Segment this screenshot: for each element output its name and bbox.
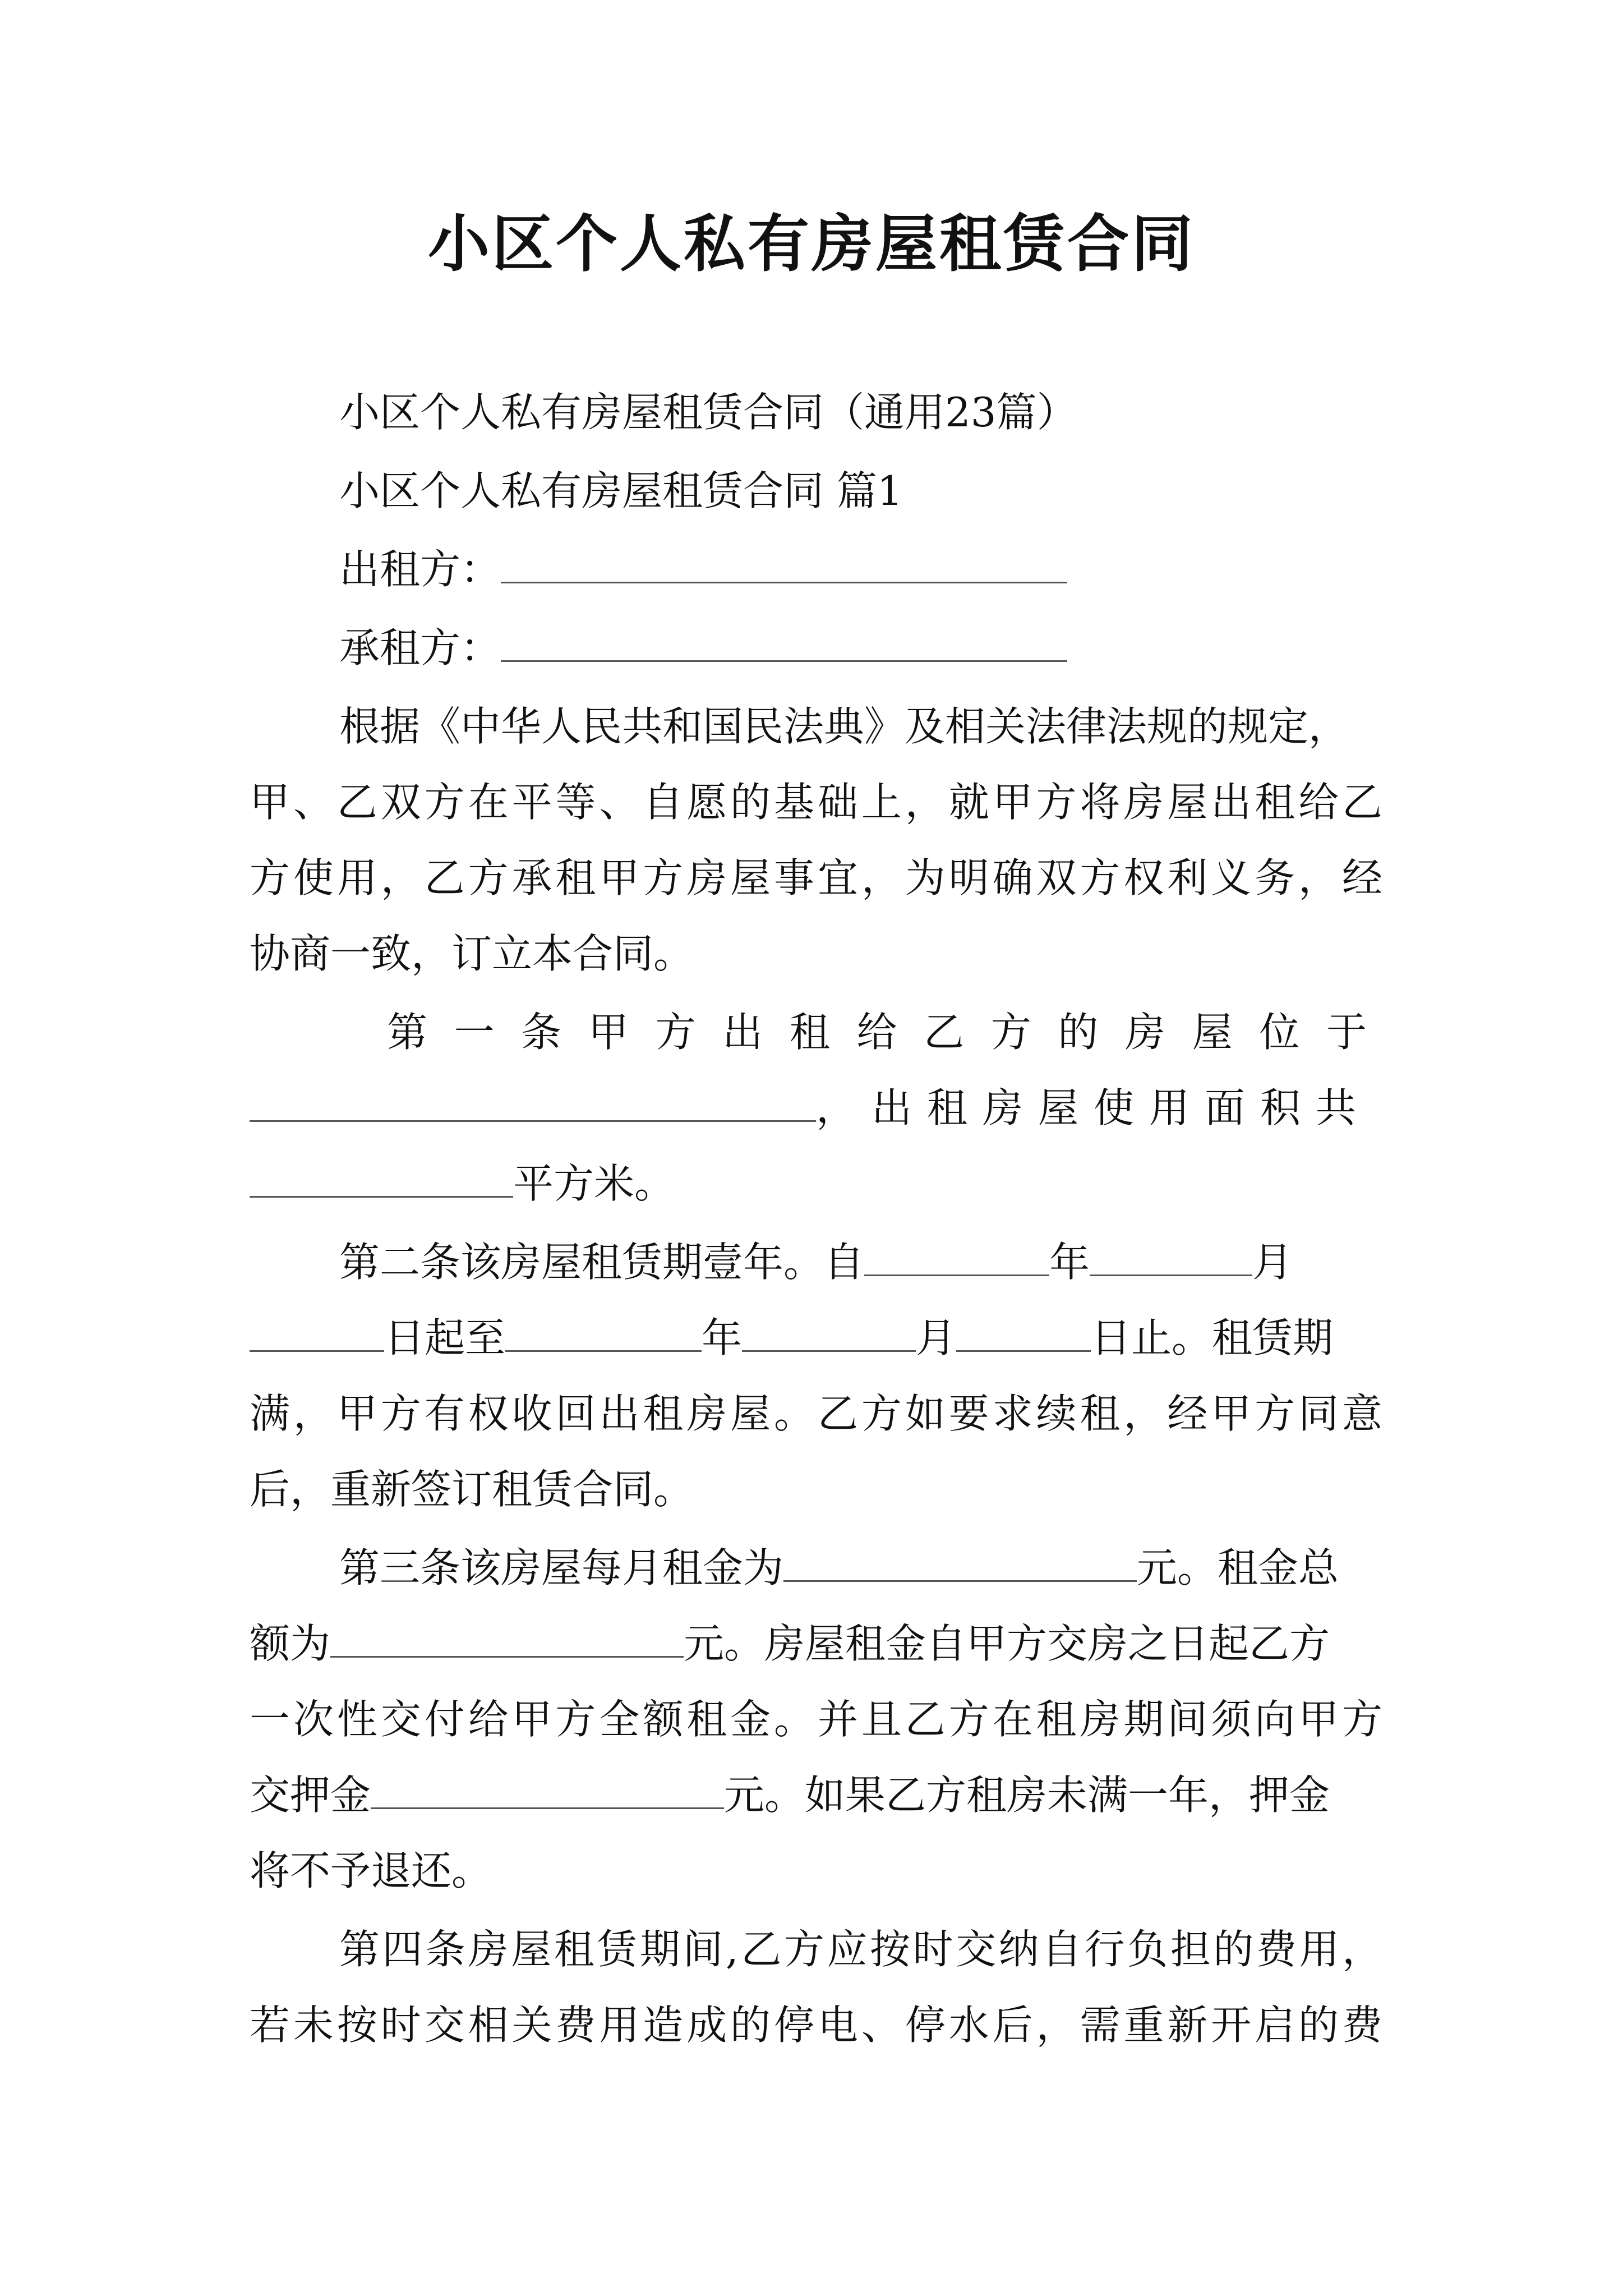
article-3-text: 元。如果乙方租房未满一年，押金 — [724, 1772, 1330, 1819]
lessee-blank[interactable] — [501, 621, 1067, 662]
monthly-rent-blank[interactable] — [783, 1541, 1137, 1582]
lessor-line — [339, 539, 1472, 600]
article-1-line: 第一条甲方出租给乙方的房屋位于 — [387, 1009, 1382, 1056]
total-rent-blank[interactable] — [330, 1617, 684, 1658]
month-label: 月 — [916, 1314, 957, 1361]
address-blank[interactable] — [250, 1081, 816, 1122]
article-2-line — [250, 1307, 1382, 1369]
paragraph-line: 方使用，乙方承租甲方房屋事宜，为明确双方权利义务，经 — [250, 854, 1382, 901]
article-1-line — [250, 1153, 1382, 1214]
article-3-line — [250, 1764, 1382, 1826]
article-2-line: 后，重新签订租赁合同。 — [250, 1466, 694, 1513]
paragraph-line: 根据《中华人民共和国民法典》及相关法律法规的规定， — [339, 703, 1349, 750]
start-month-blank[interactable] — [1090, 1235, 1252, 1276]
article-2-text: 日止。租赁期 — [1091, 1314, 1334, 1361]
article-2-line — [339, 1231, 1472, 1293]
end-month-blank[interactable] — [742, 1311, 916, 1352]
article-4-line: 若未按时交相关费用造成的停电、停水后，需重新开启的费 — [250, 2001, 1382, 2049]
article-2-text: 日起至 — [384, 1314, 506, 1361]
start-day-blank[interactable] — [250, 1311, 384, 1352]
subtitle-line: 小区个人私有房屋租赁合同（通用23篇） — [339, 389, 1077, 436]
year-label: 年 — [1049, 1239, 1090, 1286]
end-year-blank[interactable] — [505, 1311, 702, 1352]
article-3-line: 一次性交付给甲方全额租金。并且乙方在租房期间须向甲方 — [250, 1696, 1382, 1743]
lessee-label: 承租方： — [339, 624, 501, 671]
article-1-line — [250, 1077, 1382, 1139]
end-day-blank[interactable] — [956, 1311, 1091, 1352]
area-blank[interactable] — [250, 1157, 513, 1198]
lessee-line — [339, 617, 1472, 679]
paragraph-line: 甲、乙双方在平等、自愿的基础上，就甲方将房屋出租给乙 — [250, 779, 1382, 826]
article-1-text: 平方米。 — [513, 1160, 675, 1207]
article-3-text: 交押金 — [250, 1772, 371, 1819]
lessor-label: 出租方： — [339, 546, 501, 593]
article-2-text: 第二条该房屋租赁期壹年。自 — [339, 1239, 865, 1286]
paragraph-line: 协商一致，订立本合同。 — [250, 930, 694, 977]
lessor-blank[interactable] — [501, 542, 1067, 583]
article-3-line: 将不予退还。 — [250, 1847, 492, 1894]
section-heading: 小区个人私有房屋租赁合同 篇1 — [339, 467, 903, 514]
month-label: 月 — [1252, 1239, 1293, 1286]
article-3-line — [339, 1537, 1472, 1599]
article-1-text: ，出租房屋使用面积共 — [816, 1084, 1372, 1131]
article-3-text: 元。租金总 — [1137, 1544, 1339, 1591]
document-title: 小区个人私有房屋租赁合同 — [428, 208, 1195, 280]
article-3-line — [250, 1613, 1382, 1674]
deposit-blank[interactable] — [371, 1768, 724, 1809]
year-label: 年 — [702, 1314, 743, 1361]
article-2-line: 满，甲方有权收回出租房屋。乙方如要求续租，经甲方同意 — [250, 1390, 1382, 1437]
article-3-text: 额为 — [250, 1620, 331, 1667]
article-3-text: 元。房屋租金自甲方交房之日起乙方 — [684, 1620, 1330, 1667]
article-4-line: 第四条房屋租赁期间,乙方应按时交纳自行负担的费用， — [339, 1926, 1382, 1973]
article-3-text: 第三条该房屋每月租金为 — [339, 1544, 784, 1591]
start-year-blank[interactable] — [864, 1235, 1049, 1276]
